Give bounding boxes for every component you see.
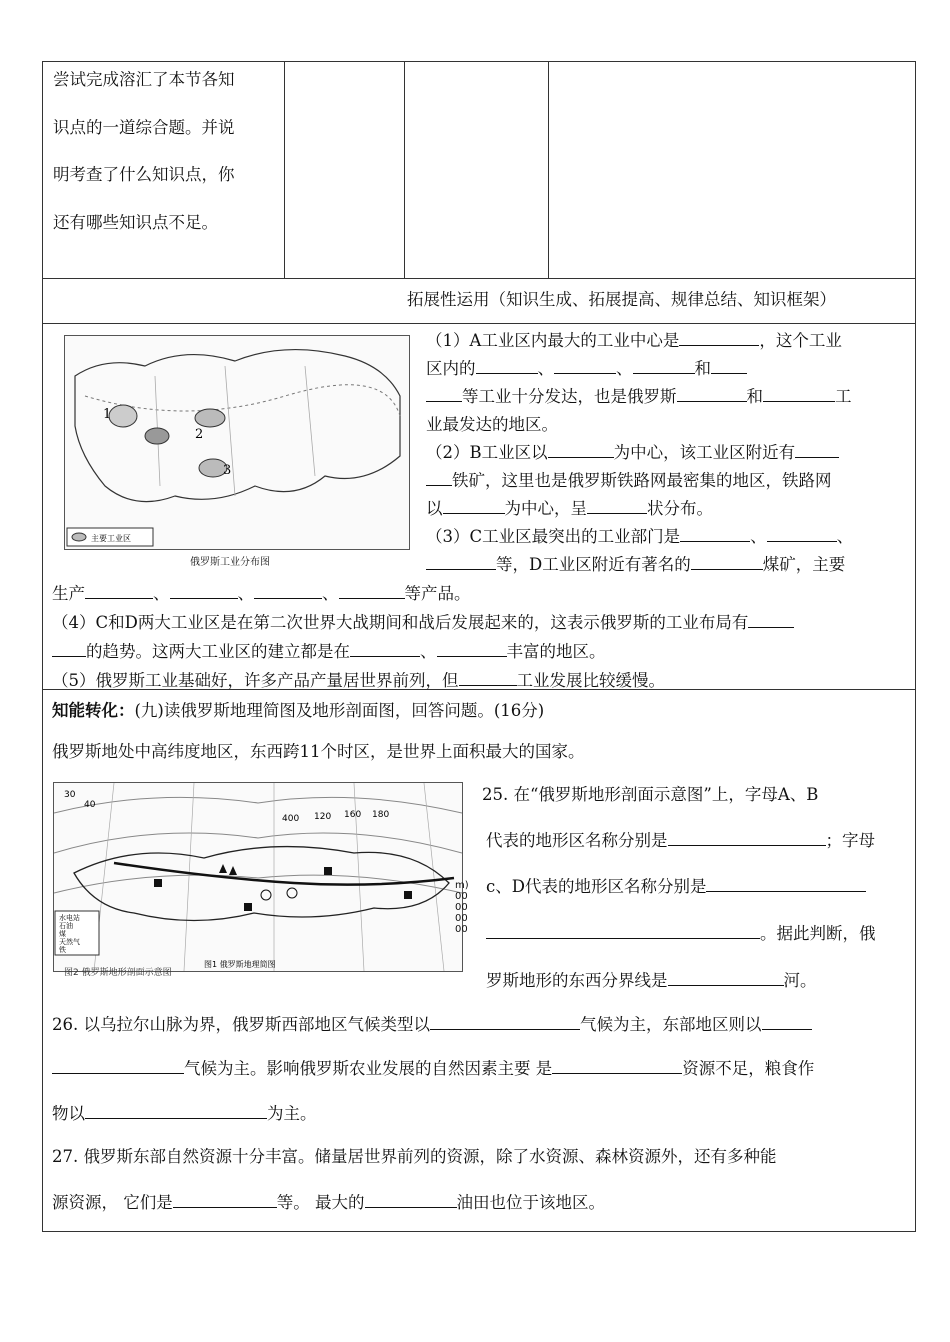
answer-blank[interactable] xyxy=(633,358,695,374)
answer-blank[interactable] xyxy=(430,1014,580,1030)
answer-blank[interactable] xyxy=(762,1014,812,1030)
row1-line: 还有哪些知识点不足。 xyxy=(53,213,218,232)
col-divider xyxy=(404,62,405,278)
coal-icon xyxy=(154,879,162,887)
answer-blank[interactable] xyxy=(795,442,839,458)
text: 和 xyxy=(694,359,711,378)
text: ；字母 xyxy=(825,831,875,850)
text: 、 xyxy=(616,359,633,378)
q1-line xyxy=(426,467,832,491)
q25-text: 25. 在“俄罗斯地形剖面示意图”上，字母A、B xyxy=(482,785,819,804)
q1-line xyxy=(426,523,853,547)
map-label: 1 xyxy=(103,407,112,422)
answer-blank[interactable] xyxy=(680,526,750,542)
answer-blank[interactable] xyxy=(52,1058,184,1074)
answer-blank[interactable] xyxy=(173,1192,277,1208)
answer-blank[interactable] xyxy=(677,386,747,402)
text: 丰富的地区。 xyxy=(506,642,606,661)
text: （3）C工业区最突出的工业部门是 xyxy=(426,527,681,546)
q27-line xyxy=(52,1189,605,1213)
answer-blank[interactable] xyxy=(426,470,452,486)
answer-blank[interactable] xyxy=(437,641,507,657)
section2-title-line xyxy=(52,697,544,721)
q26-line xyxy=(52,1055,814,1079)
text: 等。 最大的 xyxy=(276,1193,365,1212)
text: 为主。 xyxy=(267,1104,317,1123)
map-label: 400 xyxy=(282,814,300,824)
industry-map-caption: 俄罗斯工业分布图 xyxy=(190,557,270,568)
hydro-station-icon xyxy=(261,890,271,900)
answer-blank[interactable] xyxy=(706,876,866,892)
col-divider xyxy=(548,62,549,278)
text: 源资源， 它们是 xyxy=(52,1193,173,1212)
q1-line xyxy=(426,327,842,351)
text: 、 xyxy=(836,527,854,546)
map-caption: 图1 俄罗斯地理简图 xyxy=(204,960,276,969)
answer-blank[interactable] xyxy=(254,583,322,599)
legend-swatch-icon xyxy=(72,533,86,541)
q1-line xyxy=(426,495,713,519)
text: （4）C和D两大工业区是在第二次世界大战期间和战后发展起来的，这表示俄罗斯的工业布局有 xyxy=(52,613,749,632)
text: 、 xyxy=(237,584,254,603)
coal-icon xyxy=(324,867,332,875)
section2-intro: 俄罗斯地处中高纬度地区，东西跨11个时区，是世界上面积最大的国家。 xyxy=(52,742,585,761)
text: 油田也位于该地区。 xyxy=(456,1193,605,1212)
text: 资源不足，粮食作 xyxy=(682,1059,815,1078)
text: ，这个工业 xyxy=(759,331,842,350)
text: 物以 xyxy=(52,1104,85,1123)
q1-line xyxy=(426,355,747,379)
text: 为中心，该工业区附近有 xyxy=(613,443,796,462)
row1-line: 识点的一道综合题。并说 xyxy=(53,118,235,137)
scale-label: m) xyxy=(455,880,469,891)
text: 气候为主。影响俄罗斯农业发展的自然因素主要 是 xyxy=(184,1059,553,1078)
answer-blank[interactable] xyxy=(443,498,505,514)
scale-label: 00 xyxy=(455,891,468,902)
q1-line xyxy=(426,551,845,575)
text: 区内的 xyxy=(426,359,476,378)
text: 河。 xyxy=(783,971,817,990)
text: 、 xyxy=(750,527,767,546)
q25-line xyxy=(486,873,866,897)
map-legend-label: 水电站 xyxy=(59,914,80,922)
extension-heading: 拓展性运用（知识生成、拓展提高、规律总结、知识框架） xyxy=(407,290,836,309)
answer-blank[interactable] xyxy=(668,830,826,846)
answer-blank[interactable] xyxy=(339,583,405,599)
answer-blank[interactable] xyxy=(554,358,616,374)
map-legend-label: 天然气 xyxy=(59,938,80,946)
section-title: (九)读俄罗斯地理简图及地形剖面图，回答问题。(16分) xyxy=(134,701,545,720)
answer-blank[interactable] xyxy=(365,1192,457,1208)
q26-line xyxy=(52,1100,317,1124)
q1-line xyxy=(52,667,665,691)
text: 气候为主，东部地区则以 xyxy=(580,1015,762,1034)
q1-line xyxy=(426,439,839,463)
coal-icon xyxy=(404,891,412,899)
text: 生产 xyxy=(52,584,85,603)
row1-line: 明考查了什么知识点，你 xyxy=(53,165,235,184)
text: 的趋势。这两大工业区的建立都是在 xyxy=(86,642,350,661)
answer-blank[interactable] xyxy=(350,641,420,657)
map-label: 30 xyxy=(64,790,76,800)
q27-text: 27. 俄罗斯东部自然资源十分丰富。储量居世界前列的资源，除了水资源、森林资源外，还有多种能 xyxy=(52,1147,777,1166)
answer-blank[interactable] xyxy=(767,526,837,542)
answer-blank[interactable] xyxy=(691,554,763,570)
text: 等工业十分发达，也是俄罗斯 xyxy=(462,387,677,406)
answer-blank[interactable] xyxy=(552,1058,682,1074)
text: 、 xyxy=(153,584,170,603)
map-label: 3 xyxy=(223,463,232,478)
section-label: 知能转化： xyxy=(52,701,135,720)
answer-blank[interactable] xyxy=(85,583,153,599)
map-legend-label: 石油 xyxy=(59,922,73,930)
answer-blank[interactable] xyxy=(52,641,86,657)
answer-blank[interactable] xyxy=(476,358,538,374)
river-lines xyxy=(155,366,315,496)
text: 罗斯地形的东西分界线是 xyxy=(486,971,668,990)
geography-map-figure xyxy=(54,783,462,971)
latitude-line xyxy=(54,833,462,853)
q25-line xyxy=(486,967,817,991)
map-label: 2 xyxy=(195,427,204,442)
text: 代表的地形区名称分别是 xyxy=(486,831,668,850)
industry-area-c xyxy=(195,409,225,427)
hydro-station-icon xyxy=(287,888,297,898)
q1-line xyxy=(52,609,794,633)
answer-blank[interactable] xyxy=(587,498,647,514)
answer-blank[interactable] xyxy=(486,923,760,939)
russia-geography-map xyxy=(53,782,463,972)
text: 和 xyxy=(746,387,763,406)
q1-line xyxy=(426,383,852,407)
map-legend-label: 主要工业区 xyxy=(91,534,131,543)
col-divider xyxy=(284,62,285,278)
text: 以 xyxy=(426,499,443,518)
answer-blank[interactable] xyxy=(748,612,794,628)
industry-map-figure xyxy=(65,336,409,549)
russia-industry-map xyxy=(64,335,410,550)
scale-label: 00 xyxy=(455,913,468,924)
q25-line xyxy=(486,920,876,944)
answer-blank[interactable] xyxy=(763,386,835,402)
text: 等产品。 xyxy=(404,584,471,603)
text: （1）A工业区内最大的工业中心是 xyxy=(426,331,680,350)
q1-line xyxy=(52,638,606,662)
answer-blank[interactable] xyxy=(548,442,614,458)
text: 业最发达的地区。 xyxy=(426,415,558,434)
text: 、 xyxy=(322,584,339,603)
text: （2）B工业区以 xyxy=(426,443,548,462)
text: 煤矿，主要 xyxy=(762,555,846,574)
industry-area-b xyxy=(145,428,169,444)
text: 工业发展比较缓慢。 xyxy=(516,671,665,690)
row-divider xyxy=(43,323,915,324)
map-label: 40 xyxy=(84,800,96,810)
q1-line xyxy=(426,411,558,435)
coal-icon xyxy=(244,903,252,911)
text: 、 xyxy=(420,642,437,661)
text: （5）俄罗斯工业基础好，许多产品产量居世界前列，但 xyxy=(52,671,459,690)
answer-blank[interactable] xyxy=(668,970,784,986)
text: 为中心，呈 xyxy=(504,499,587,518)
latitude-line xyxy=(54,797,462,813)
answer-blank[interactable] xyxy=(459,670,517,686)
row1-line: 尝试完成溶汇了本节各知 xyxy=(53,70,235,89)
answer-blank[interactable] xyxy=(426,386,462,402)
industry-area-a xyxy=(109,405,137,427)
text: 。据此判断，俄 xyxy=(760,924,876,943)
text: 工 xyxy=(835,387,852,406)
answer-blank[interactable] xyxy=(170,583,238,599)
text: 铁矿，这里也是俄罗斯铁路网最密集的地区，铁路网 xyxy=(452,471,832,490)
answer-blank[interactable] xyxy=(426,554,496,570)
map-label: 180 xyxy=(372,810,390,820)
row-divider xyxy=(43,278,915,279)
map-legend-label: 煤 xyxy=(59,930,66,938)
oil-icon xyxy=(219,864,237,875)
map-legend-label: 铁 xyxy=(59,946,66,954)
answer-blank[interactable] xyxy=(679,330,759,346)
q1-line xyxy=(52,580,471,604)
text: 状分布。 xyxy=(647,499,713,518)
scale-label: 00 xyxy=(455,924,468,935)
text: c、D代表的地形区名称分别是 xyxy=(486,877,707,896)
scale-label: 00 xyxy=(455,902,468,913)
q25-line xyxy=(486,827,875,851)
profile-caption: 图2 俄罗斯地形剖面示意图 xyxy=(64,968,172,978)
text: 等，D工业区附近有著名的 xyxy=(496,555,691,574)
answer-blank[interactable] xyxy=(85,1103,267,1119)
profile-scale xyxy=(455,880,469,935)
text: 26. 以乌拉尔山脉为界，俄罗斯西部地区气候类型以 xyxy=(52,1015,430,1034)
text: 、 xyxy=(537,359,554,378)
answer-blank[interactable] xyxy=(711,358,747,374)
map-label: 160 xyxy=(344,810,362,820)
q26-line xyxy=(52,1011,812,1035)
map-label: 120 xyxy=(314,812,332,822)
